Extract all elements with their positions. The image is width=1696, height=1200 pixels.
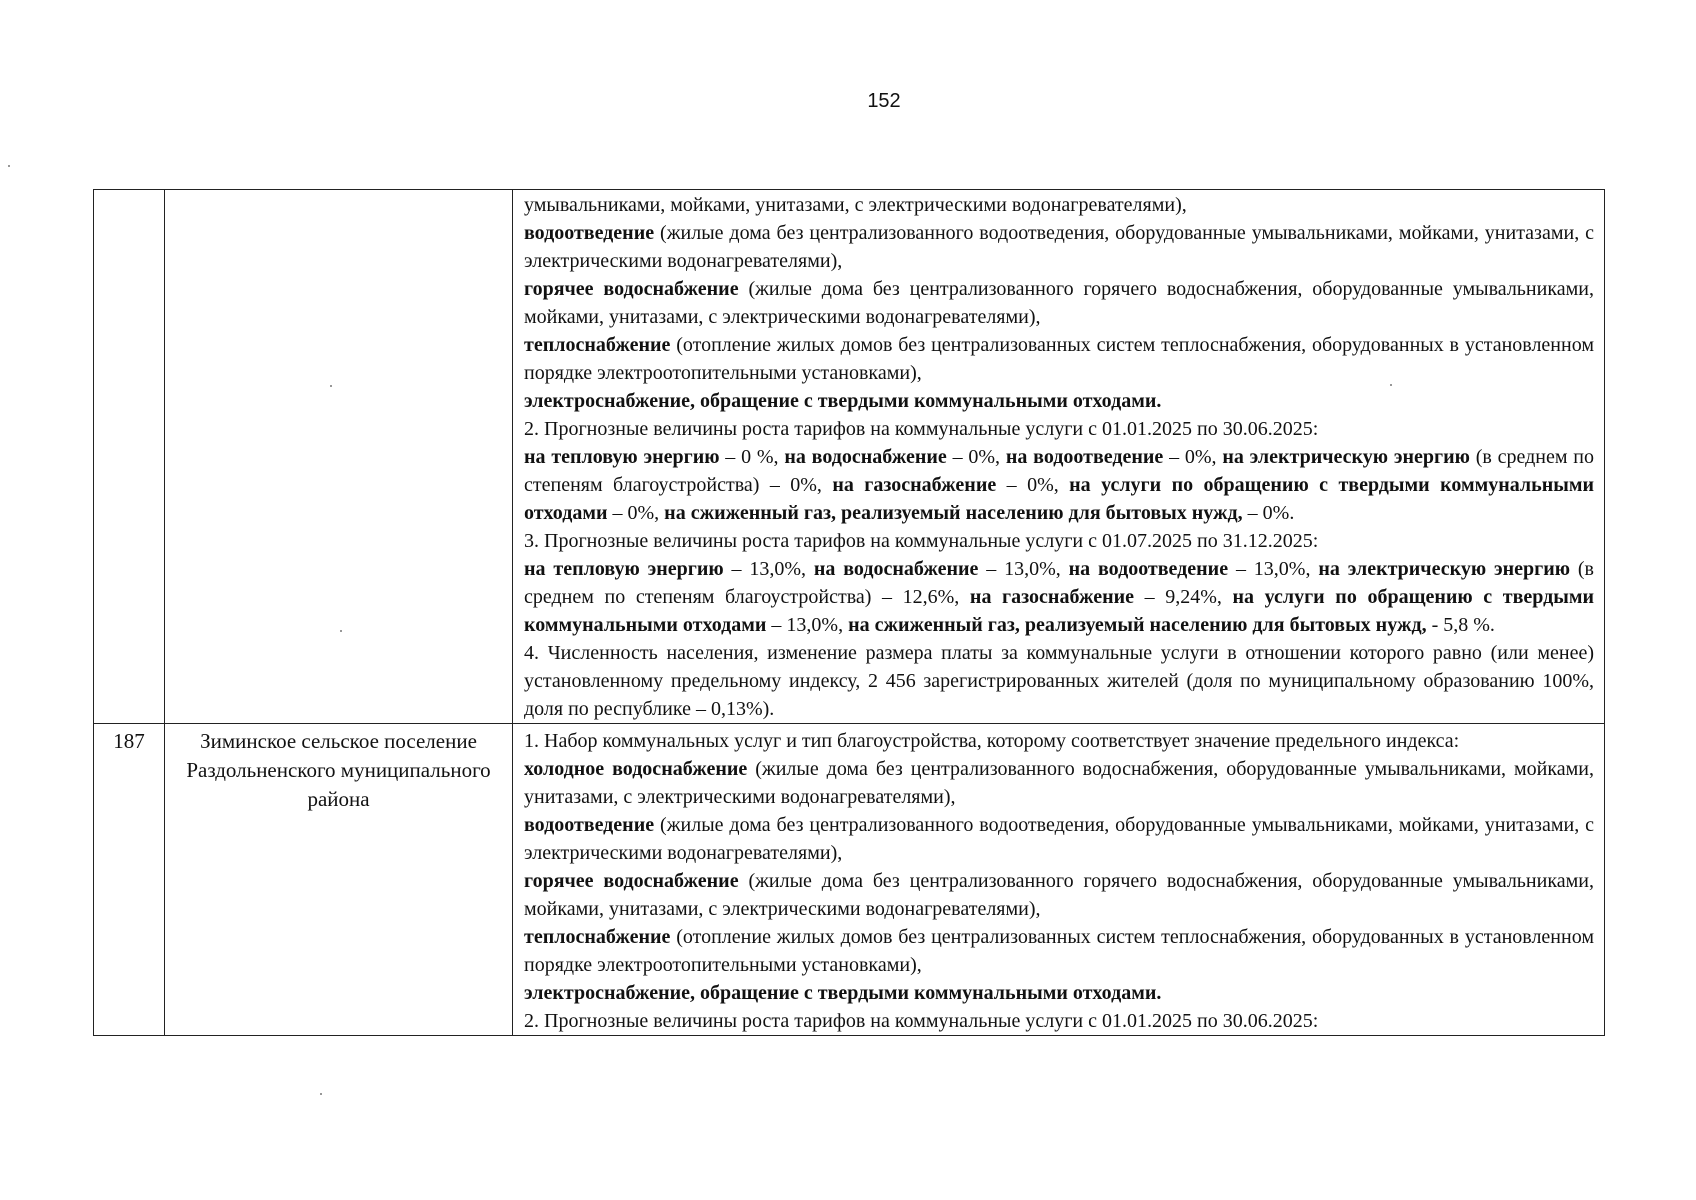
- table-row: [94, 190, 1605, 724]
- paragraph: [524, 219, 1594, 275]
- bold-run: на электрическую энергию: [1222, 446, 1470, 468]
- text-run: – 13,0%,: [1228, 558, 1319, 580]
- paragraph: [524, 923, 1594, 979]
- text-run: (в среднем по степеням благоустройства) – 0%,: [524, 446, 1595, 496]
- bold-run: на сжиженный газ, реализуемый населению для бытовых нужд,: [664, 502, 1243, 524]
- table-row: [94, 724, 1605, 1036]
- paragraph: [524, 331, 1594, 387]
- text-run: (в среднем по степеням благоустройства) – 12,6%,: [524, 558, 1594, 608]
- row-number-cell: 187: [94, 724, 165, 1036]
- bold-run: холодное водоснабжение: [524, 758, 748, 780]
- paragraph: [524, 755, 1594, 811]
- indicators-text: [524, 727, 1594, 1035]
- text-run: – 0%,: [946, 446, 1006, 468]
- paragraph: [524, 867, 1594, 923]
- bold-run: на газоснабжение: [832, 474, 997, 496]
- indicators-cell: [513, 190, 1605, 724]
- paragraph: [524, 191, 1594, 219]
- bold-run: теплоснабжение: [524, 926, 671, 948]
- text-run: умывальниками, мойками, унитазами, с электрическими водонагревателями),: [524, 194, 1187, 216]
- paragraph: [524, 387, 1594, 415]
- text-run: – 0 %,: [719, 446, 785, 468]
- text-run: – 13,0%,: [766, 614, 849, 636]
- text-run: – 13,0%,: [978, 558, 1069, 580]
- paragraph: [524, 979, 1594, 1007]
- text-run: - 5,8 %.: [1426, 614, 1495, 636]
- scan-speck: [1390, 384, 1392, 386]
- paragraph: [524, 415, 1594, 443]
- paragraph: [524, 275, 1594, 331]
- bold-run: горячее водоснабжение: [524, 278, 739, 300]
- bold-run: горячее водоснабжение: [524, 870, 739, 892]
- bold-run: на водоснабжение: [813, 558, 979, 580]
- bold-run: на водоотведение: [1068, 558, 1229, 580]
- paragraph: [524, 527, 1594, 555]
- paragraph: [524, 639, 1594, 723]
- text-run: – 0%.: [1242, 502, 1295, 524]
- text-run: (жилые дома без централизованного водоснабжения, оборудованные умывальниками, мойками, унитазами, с электрическими водонагревателями),: [524, 758, 1594, 808]
- scan-speck: [340, 630, 342, 632]
- text-run: (отопление жилых домов без централизованных систем теплоснабжения, оборудованных в установленном порядке электроотопительными установками),: [524, 926, 1594, 976]
- paragraph: [524, 443, 1594, 527]
- text-run: 1. Набор коммунальных услуг и тип благоустройства, которому соответствует значение предельного индекса:: [524, 730, 1460, 752]
- text-run: – 0%,: [607, 502, 665, 524]
- scan-speck: [320, 1093, 322, 1095]
- bold-run: на услуги по обращению с твердыми коммунальными отходами: [524, 586, 1594, 636]
- text-run: (отопление жилых домов без централизованных систем теплоснабжения, оборудованных в установленном порядке электроотопительными установками),: [524, 334, 1594, 384]
- text-run: – 0%,: [1163, 446, 1223, 468]
- paragraph: [524, 1007, 1594, 1035]
- text-run: – 13,0%,: [723, 558, 814, 580]
- text-run: 4. Численность населения, изменение размера платы за коммунальные услуги в отношении которого равно (или менее) установленному предельному индексу, 2 456 зарегистрированных жителей (доля по муниципальному образованию 100%, доля по республике – 0,13%).: [524, 642, 1594, 720]
- bold-run: электроснабжение, обращение с твердыми коммунальными отходами.: [524, 982, 1162, 1004]
- text-run: – 9,24%,: [1134, 586, 1233, 608]
- text-run: (жилые дома без централизованного горячего водоснабжения, оборудованные умывальниками, мойками, унитазами, с электрическими водонагревателями),: [524, 278, 1594, 328]
- bold-run: на водоснабжение: [784, 446, 947, 468]
- bold-run: водоотведение: [524, 814, 655, 836]
- bold-run: теплоснабжение: [524, 334, 671, 356]
- text-run: (жилые дома без централизованного водоотведения, оборудованные умывальниками, мойками, унитазами, с электрическими водонагревателями),: [524, 222, 1594, 272]
- paragraph: [524, 555, 1594, 639]
- bold-run: на электрическую энергию: [1318, 558, 1571, 580]
- text-run: 2. Прогнозные величины роста тарифов на коммунальные услуги с 01.01.2025 по 30.06.2025:: [524, 418, 1319, 440]
- municipality-cell: Зиминское сельское поселение Раздольненского муниципального района: [165, 724, 513, 1036]
- scan-speck: [8, 165, 10, 167]
- paragraph: [524, 811, 1594, 867]
- text-run: 2. Прогнозные величины роста тарифов на коммунальные услуги с 01.01.2025 по 30.06.2025:: [524, 1010, 1319, 1032]
- bold-run: на сжиженный газ, реализуемый населению для бытовых нужд,: [848, 614, 1427, 636]
- bold-run: на тепловую энергию: [524, 558, 724, 580]
- indicators-cell: [513, 724, 1605, 1036]
- tariff-table: [93, 189, 1605, 1036]
- bold-run: электроснабжение, обращение с твердыми коммунальными отходами.: [524, 390, 1162, 412]
- text-run: (жилые дома без централизованного водоотведения, оборудованные умывальниками, мойками, унитазами, с электрическими водонагревателями),: [524, 814, 1594, 864]
- text-run: – 0%,: [996, 474, 1070, 496]
- page-number: 152: [867, 90, 901, 112]
- paragraph: [524, 727, 1594, 755]
- bold-run: на водоотведение: [1005, 446, 1164, 468]
- text-run: 3. Прогнозные величины роста тарифов на коммунальные услуги с 01.07.2025 по 31.12.2025:: [524, 530, 1319, 552]
- scan-speck: [330, 385, 332, 387]
- indicators-text: [524, 191, 1594, 723]
- bold-run: водоотведение: [524, 222, 655, 244]
- bold-run: на тепловую энергию: [524, 446, 720, 468]
- text-run: (жилые дома без централизованного горячего водоснабжения, оборудованные умывальниками, мойками, унитазами, с электрическими водонагревателями),: [524, 870, 1594, 920]
- municipality-cell: [165, 190, 513, 724]
- row-number-cell: [94, 190, 165, 724]
- bold-run: на газоснабжение: [969, 586, 1134, 608]
- bold-run: на услуги по обращению с твердыми коммунальными отходами: [524, 474, 1595, 524]
